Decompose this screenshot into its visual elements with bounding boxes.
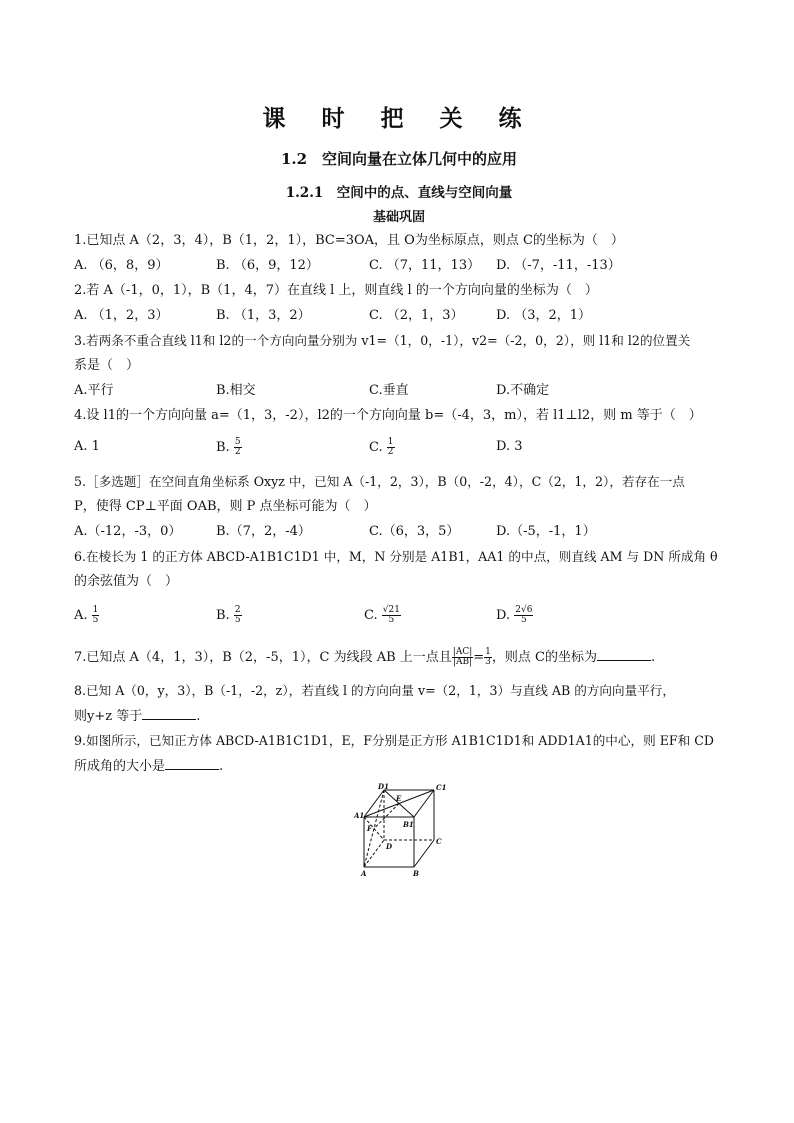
denominator: 5 (520, 615, 527, 625)
option-d (496, 606, 533, 625)
denominator: 5 (92, 615, 99, 625)
option-d-fraction (514, 606, 533, 625)
option-a: A. 1 (74, 439, 100, 454)
option-a-fraction (92, 606, 100, 625)
denominator: 5 (388, 615, 395, 625)
answer-blank[interactable] (597, 648, 651, 661)
numerator: 2 (234, 605, 241, 615)
option-a: A.平行 (74, 383, 114, 398)
subsection-heading: 1.2.1 空间中的点、直线与空间向量 (285, 185, 513, 201)
page-title: 课 时 把 关 练 (262, 105, 536, 132)
option-a: A.（-12，-3，0） (74, 524, 182, 539)
question-3-stem-line1: 3.若两条不重合直线 l1和 l2的一个方向向量分别为 v1=（1，0，-1），v2=（-2，0，2），则 l1和 l2的位置关 (74, 333, 691, 348)
denominator: |AB| (452, 657, 473, 667)
category-heading: 基础巩固 (372, 210, 425, 225)
numerator: 5 (234, 437, 241, 447)
label-f: F (367, 824, 372, 833)
label-a1: A1 (354, 811, 365, 820)
answer-blank[interactable] (142, 707, 196, 720)
edge-bc (414, 840, 434, 867)
label-e: E (396, 794, 402, 803)
option-a-label: A. (74, 608, 88, 623)
option-b-label: B. (216, 608, 230, 623)
question-9-stem-line2 (74, 757, 223, 776)
option-b: B. （6，9，12） (216, 258, 319, 273)
label-b1: B1 (403, 820, 414, 829)
option-d: D. （-7，-11，-13） (496, 258, 621, 273)
option-c: C.垂直 (369, 383, 409, 398)
numerator: 1 (92, 605, 99, 615)
option-b (216, 606, 242, 625)
question-4-stem: 4.设 l1的一个方向向量 a=（1，3，-2），l2的一个方向向量 b=（-4，3，m），若 l1⊥l2，则 m 等于（ ） (74, 408, 702, 423)
question-2-stem: 2.若 A（-1，0，1），B（1，4，7）在直线 l 上，则直线 l 的一个方向向量的坐标为（ ） (74, 283, 598, 298)
option-a (74, 606, 99, 625)
numerator: |AC| (452, 647, 473, 657)
option-b (216, 438, 242, 457)
question-7-stem (74, 648, 655, 667)
question-5-stem-line1: 5.［多选题］在空间直角坐标系 Oxyz 中，已知 A（-1，2，3），B（0，-2，4），C（2，1，2），若存在一点 (74, 474, 685, 489)
question-6-stem-line2: 的余弦值为（ ） (74, 574, 179, 589)
option-b-fraction (234, 606, 242, 625)
option-d: D.不确定 (496, 383, 550, 398)
option-b-fraction (234, 438, 242, 457)
q9-end: . (219, 759, 224, 774)
option-c (369, 438, 395, 457)
option-d: D.（-5，-1，1） (496, 524, 596, 539)
option-c-label: C. (369, 440, 383, 455)
q9-text: 所成角的大小是 (74, 759, 166, 774)
label-d1: D1 (378, 782, 389, 791)
question-1-stem: 1.已知点 A（2，3，4），B（1，2，1），BC=3OA，且 O为坐标原点，则点 C的坐标为（ ） (74, 233, 624, 248)
option-b-label: B. (216, 440, 230, 455)
label-b: B (413, 869, 419, 878)
label-d: D (386, 842, 393, 851)
label-a: A (361, 869, 367, 878)
option-d: D. 3 (496, 439, 523, 454)
option-a: A. （1，2，3） (74, 308, 169, 323)
option-c-label: C. (364, 608, 378, 623)
denominator: 3 (485, 657, 491, 667)
section-heading: 1.2 空间向量在立体几何中的应用 (280, 150, 518, 168)
option-c-fraction (387, 438, 395, 457)
q7-end: . (650, 650, 656, 665)
answer-blank[interactable] (165, 757, 219, 770)
q7-fraction-one-third (484, 648, 492, 667)
question-3-stem-line2: 系是（ ） (74, 358, 140, 373)
option-d-label: D. (496, 608, 511, 623)
label-c1: C1 (436, 783, 447, 792)
option-c: C.（6，3，5） (369, 524, 460, 539)
option-a: A. （6，8，9） (74, 258, 169, 273)
q7-text-b: ，则点 C的坐标为 (491, 650, 597, 665)
option-c (364, 606, 401, 625)
numerator: √21 (382, 605, 400, 615)
q7-equals: = (473, 650, 485, 665)
question-6-stem-line1: 6.在棱长为 1 的正方体 ABCD-A1B1C1D1 中，M，N 分别是 A1B1，AA1 的中点，则直线 AM 与 DN 所成角 θ (74, 549, 718, 564)
option-b: B. （1，3，2） (216, 308, 311, 323)
numerator: 2√6 (515, 605, 533, 615)
denominator: 5 (234, 615, 241, 625)
denominator: 2 (387, 447, 394, 457)
q7-text-a: 7.已知点 A（4，1，3），B（2，-5，1），C 为线段 AB 上一点且 (74, 650, 452, 665)
label-c: C (436, 837, 442, 846)
denominator: 2 (234, 447, 241, 457)
option-b: B.相交 (216, 383, 256, 398)
q7-fraction-ac-ab (452, 648, 473, 667)
question-8-stem-line2 (74, 707, 200, 726)
q8-end: . (196, 709, 201, 724)
question-9-stem-line1: 9.如图所示，已知正方体 ABCD-A1B1C1D1，E，F分别是正方形 A1B1C1D1和 ADD1A1的中心，则 EF和 CD (74, 733, 714, 748)
option-b: B.（7，2，-4） (216, 524, 311, 539)
q8-text: 则y+z 等于 (74, 709, 143, 724)
question-5-stem-line2: P，使得 CP⊥平面 OAB，则 P 点坐标可能为（ ） (74, 499, 377, 514)
option-c: C. （7，11，13） (369, 258, 481, 273)
cube-figure (354, 782, 454, 882)
numerator: 1 (387, 437, 394, 447)
numerator: 1 (485, 647, 491, 657)
option-c-fraction (382, 606, 401, 625)
question-8-stem-line1: 8.已知 A（0，y，3），B（-1，-2，z），若直线 l 的方向向量 v=（2，1，3）与直线 AB 的方向向量平行， (74, 683, 675, 698)
option-c: C. （2，1，3） (369, 308, 464, 323)
option-d: D. （3，2，1） (496, 308, 592, 323)
